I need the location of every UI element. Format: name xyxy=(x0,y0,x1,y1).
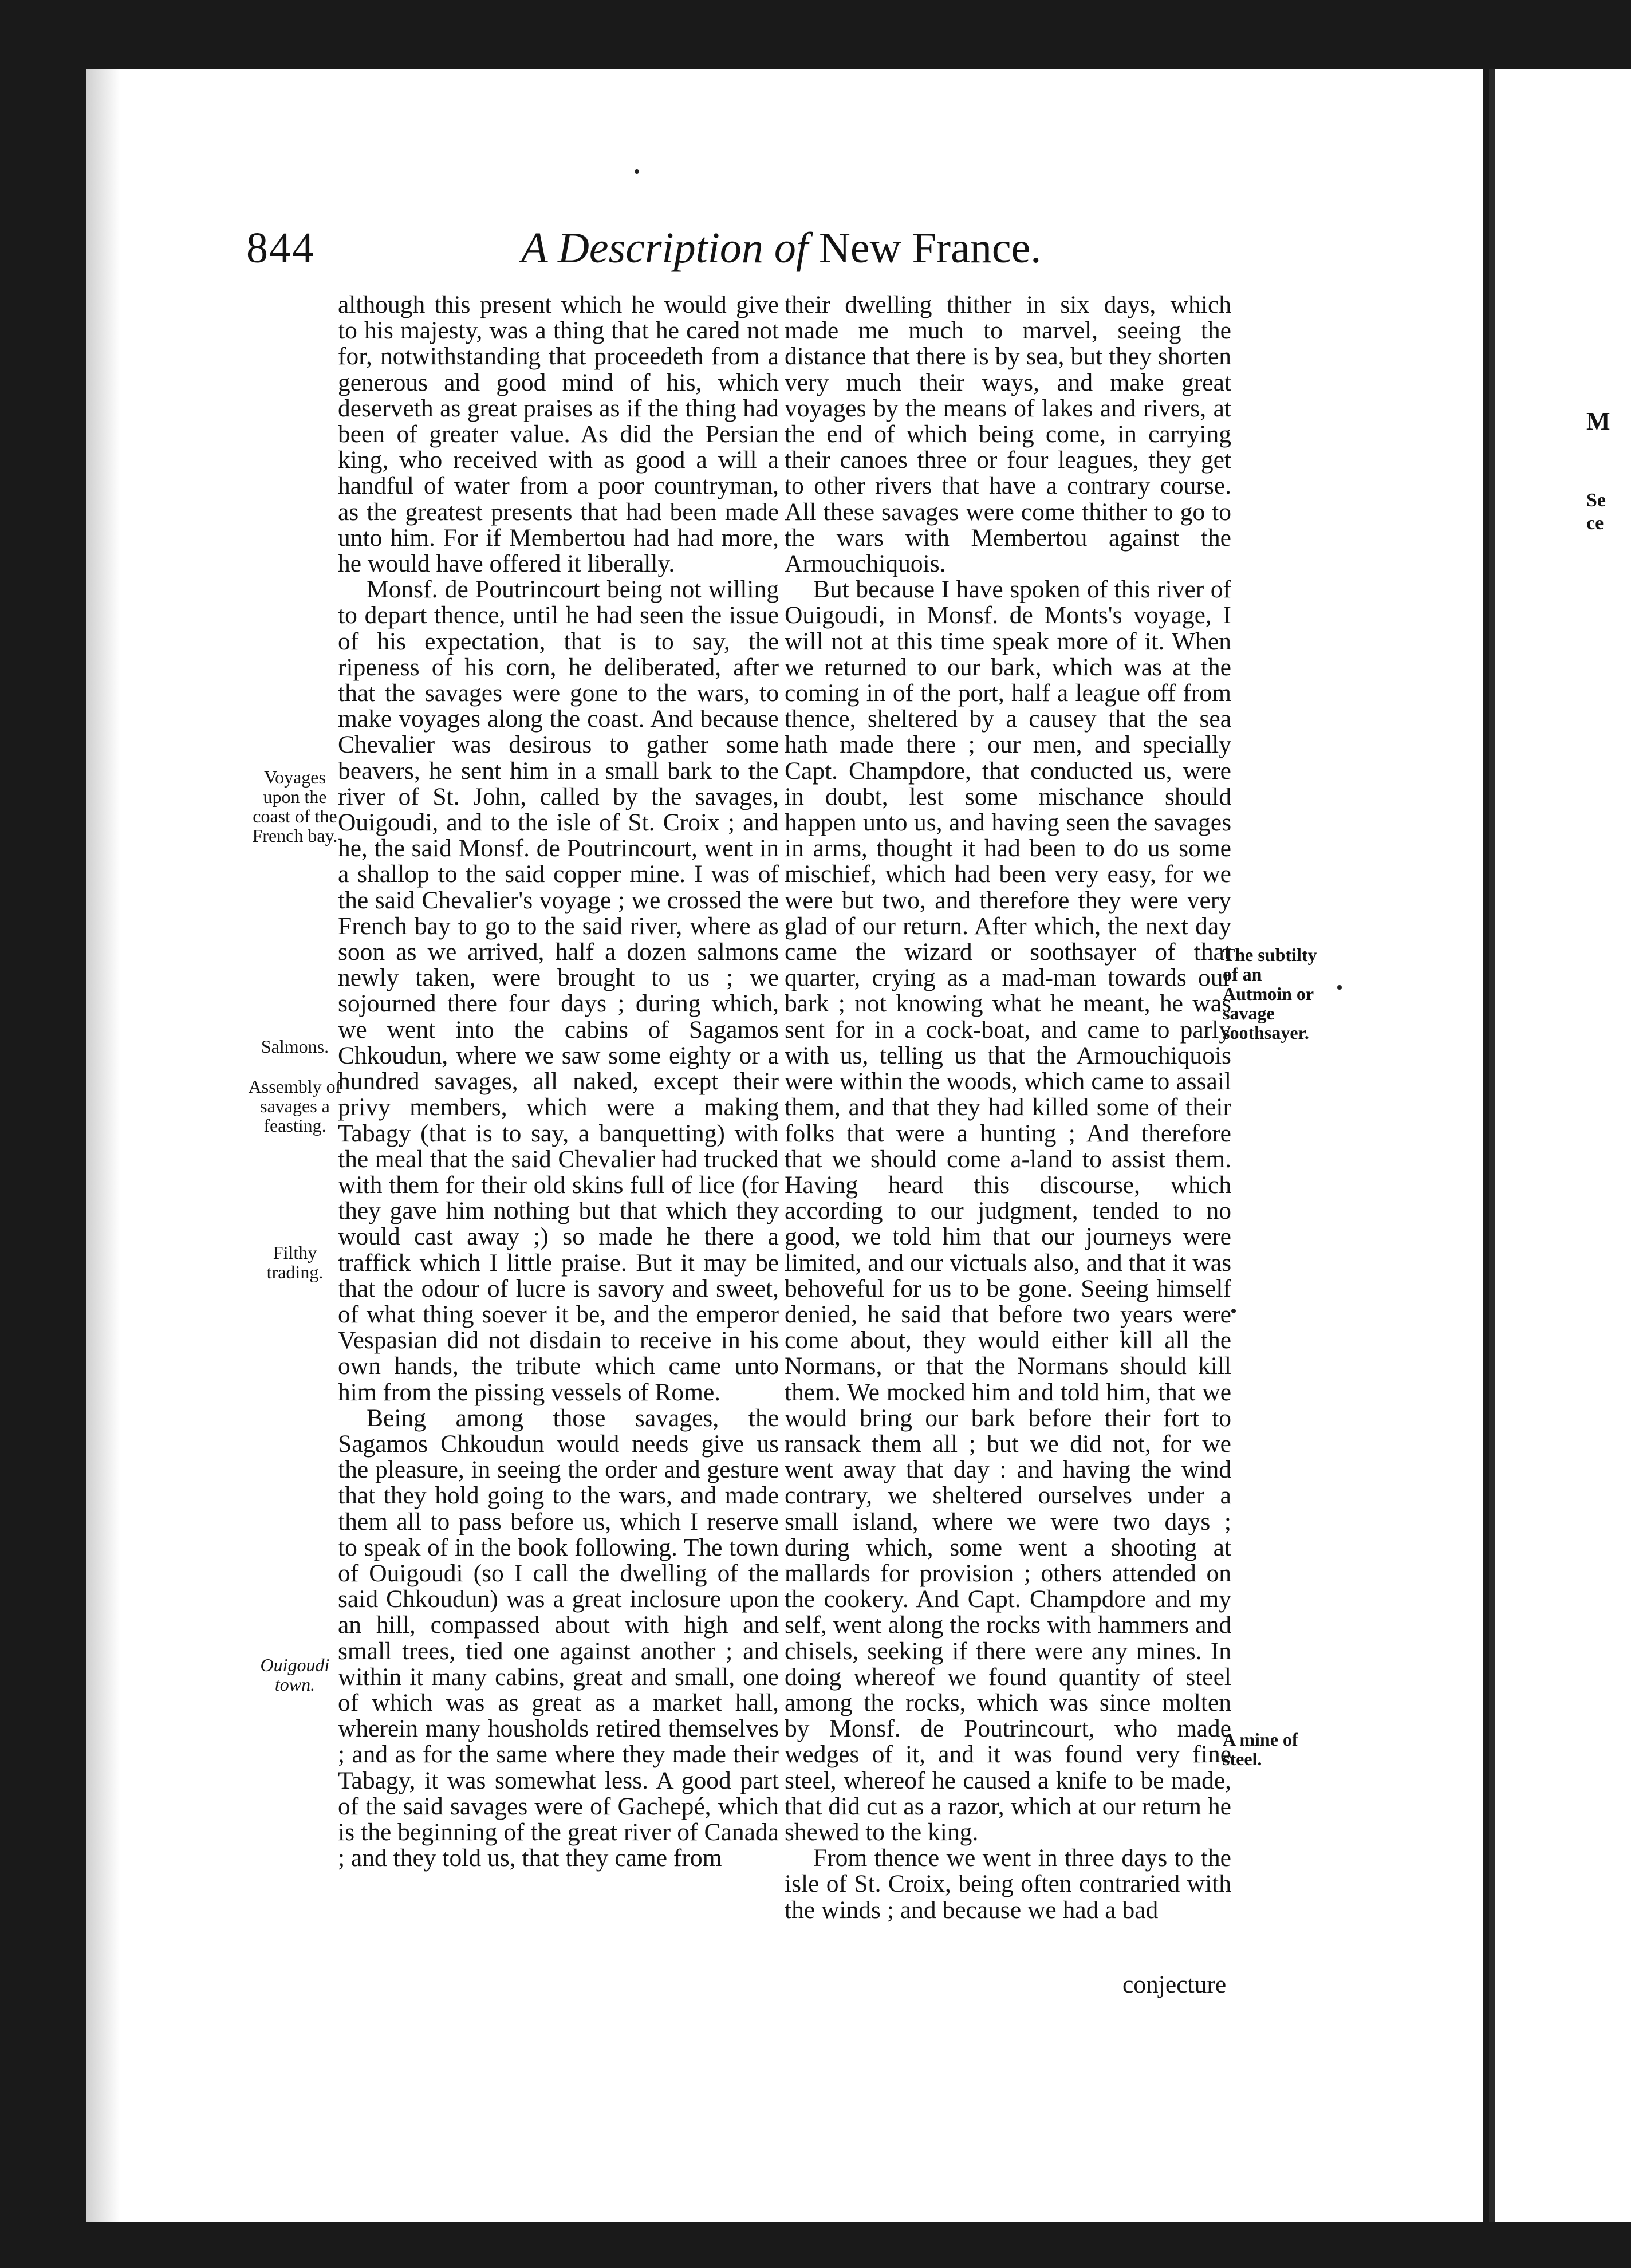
next-page-edge xyxy=(1489,69,1631,2222)
margin-note-subtilty: The subtilty of an Autmoin or savage soothsayer. xyxy=(1223,944,1317,1043)
catchword: conjecture xyxy=(1122,1971,1227,1998)
page-gutter-shadow xyxy=(86,69,120,2222)
paragraph: although this present which he would give to his majesty, was a thing that he cared not for, notwithstanding that proceedeth from a generous and good mind of his, which deserveth as great praises as if the thing had been of greater value. As did the Persian king, who received with as good a will a handful of water from a poor countryman, as the greatest presents that had been made unto him. For if Membertou had had more, he would have offered it liberally. xyxy=(338,291,779,578)
next-page-fragment-2: Se xyxy=(1586,490,1606,511)
paragraph: Monsf. de Poutrincourt being not willing to depart thence, until he had seen the issue of his expectation, that is to say, the ripeness of his corn, he deliberated, after that the savages were gone to the wars, to make voyages along the coast. And because Chevalier was desirous to gather some beavers, he sent him in a small bark to the river of St. John, called by the savages, Ouigoudi, and to the isle of St. Croix ; and he, the said Monsf. de Poutrincourt, went in a shallop to the said copper mine. I was of the said Chevalier's voyage ; we crossed the French bay to go to the said river, where as soon as we arrived, half a dozen salmons newly taken, were brought to us ; we sojourned there four days ; during which, we went into the cabins of Sagamos Chkoudun, where we saw some eighty or a hundred savages, all naked, except their privy members, which were a making Tabagy (that is to say, a banquetting) with the meal that the said Chevalier had trucked with them for their old skins full of lice (for they gave him nothing but that which they would cast away ;) so made he there a traffick which I little praise. But it may be that the odour of lucre is savory and sweet, of what thing soever it be, and the emperor Vespasian did not disdain to receive in his own hands, the tribute which came unto him from the pissing vessels of Rome. xyxy=(338,576,779,1406)
margin-note-filthy-trading: Filthy trading. xyxy=(266,1242,324,1282)
page-header xyxy=(246,223,1352,286)
ink-speck xyxy=(1231,1309,1236,1313)
next-page-fragment-3: ce xyxy=(1586,513,1604,534)
next-page-fragment-1: M xyxy=(1586,407,1610,435)
paragraph: their dwelling thither in six days, which made me much to marvel, seeing the distance that there is by sea, but they shorten very much their ways, and make great voyages by the means of lakes and rivers, at the end of which being come, in carrying their canoes three or four leagues, they get to other rivers that have a contrary course. All these savages were come thither to go to the wars with Membertou against the Armouchiquois. xyxy=(785,291,1231,578)
margin-note-mine: A mine of steel. xyxy=(1223,1729,1298,1769)
paragraph: But because I have spoken of this river of Ouigoudi, in Monsf. de Monts's voyage, I will not at this time speak more of it. When we returned to our bark, which was at the coming in of the port, half a league off from thence, sheltered by a causey that the sea hath made there ; our men, and specially Capt. Champdore, that conducted us, were in doubt, lest some mischance should happen unto us, and having seen the savages in arms, thought it had been to do us some mischief, which had been very easy, for we were but two, and therefore they were very glad of our return. After which, the next day came the wizard or soothsayer of that quarter, crying as a mad-man towards our bark ; not knowing what he meant, he was sent for in a cock-boat, and came to parly with us, telling us that the Armouchiquois were within the woods, which came to assail them, and that they had killed some of their folks that were a hunting ; And therefore that we should come a-land to assist them. Having heard this discourse, which according to our judgment, tended to no good, we told him that our journeys were limited, and our victuals also, and that it was behoveful for us to be gone. Seeing himself denied, he said that before two years were come about, they would either kill all the Normans, or that the Normans should kill them. We mocked him and told him, that we would bring our bark before their fort to ransack them all ; but we did not, for we went away that day : and having the wind contrary, we sheltered ourselves under a small island, where we were two days ; during which, some went a shooting at mallards for provision ; others attended on the cookery. And Capt. Champdore and my self, went along the rocks with hammers and chisels, seeking if there were any mines. In doing whereof we found quantity of steel among the rocks, which was since molten by Monsf. de Poutrincourt, who made wedges of it, and it was found very fine steel, whereof he caused a knife to be made, that did cut as a razor, which at our return he shewed to the king. xyxy=(785,576,1231,1846)
ink-speck xyxy=(1337,985,1342,990)
paragraph: Being among those savages, the Sagamos Chkoudun would needs give us the pleasure, in seeing the order and gesture that they hold going to the wars, and made them all to pass before us, which I reserve to speak of in the book following. The town of Ouigoudi (so I call the dwelling of the said Chkoudun) was a great inclosure upon an hill, compassed about with high and small trees, tied one against another ; and within it many cabins, great and small, one of which was as great as a market hall, wherein many housholds retired themselves ; and as for the same where they made their Tabagy, it was somewhat less. A good part of the said savages were of Gachepé, which is the beginning of the great river of Canada ; and they told us, that they came from xyxy=(338,1404,779,1872)
running-title-main: New France. xyxy=(819,224,1042,272)
page-number: 844 xyxy=(246,224,315,272)
ink-speck xyxy=(635,169,639,174)
left-text-column xyxy=(338,292,779,1871)
running-title xyxy=(521,223,1041,273)
margin-note-salmons: Salmons. xyxy=(261,1036,329,1057)
right-text-column xyxy=(785,292,1231,1923)
paragraph: From thence we went in three days to the isle of St. Croix, being often contraried with the winds ; and because we had a bad xyxy=(785,1844,1231,1924)
margin-note-assembly: Assembly of savages a feasting. xyxy=(248,1076,342,1136)
margin-note-voyages: Voyages upon the coast of the French bay. xyxy=(252,767,338,846)
running-title-prefix: A Description of xyxy=(521,224,809,272)
margin-note-ouigoudi: Ouigoudi town. xyxy=(260,1655,330,1695)
